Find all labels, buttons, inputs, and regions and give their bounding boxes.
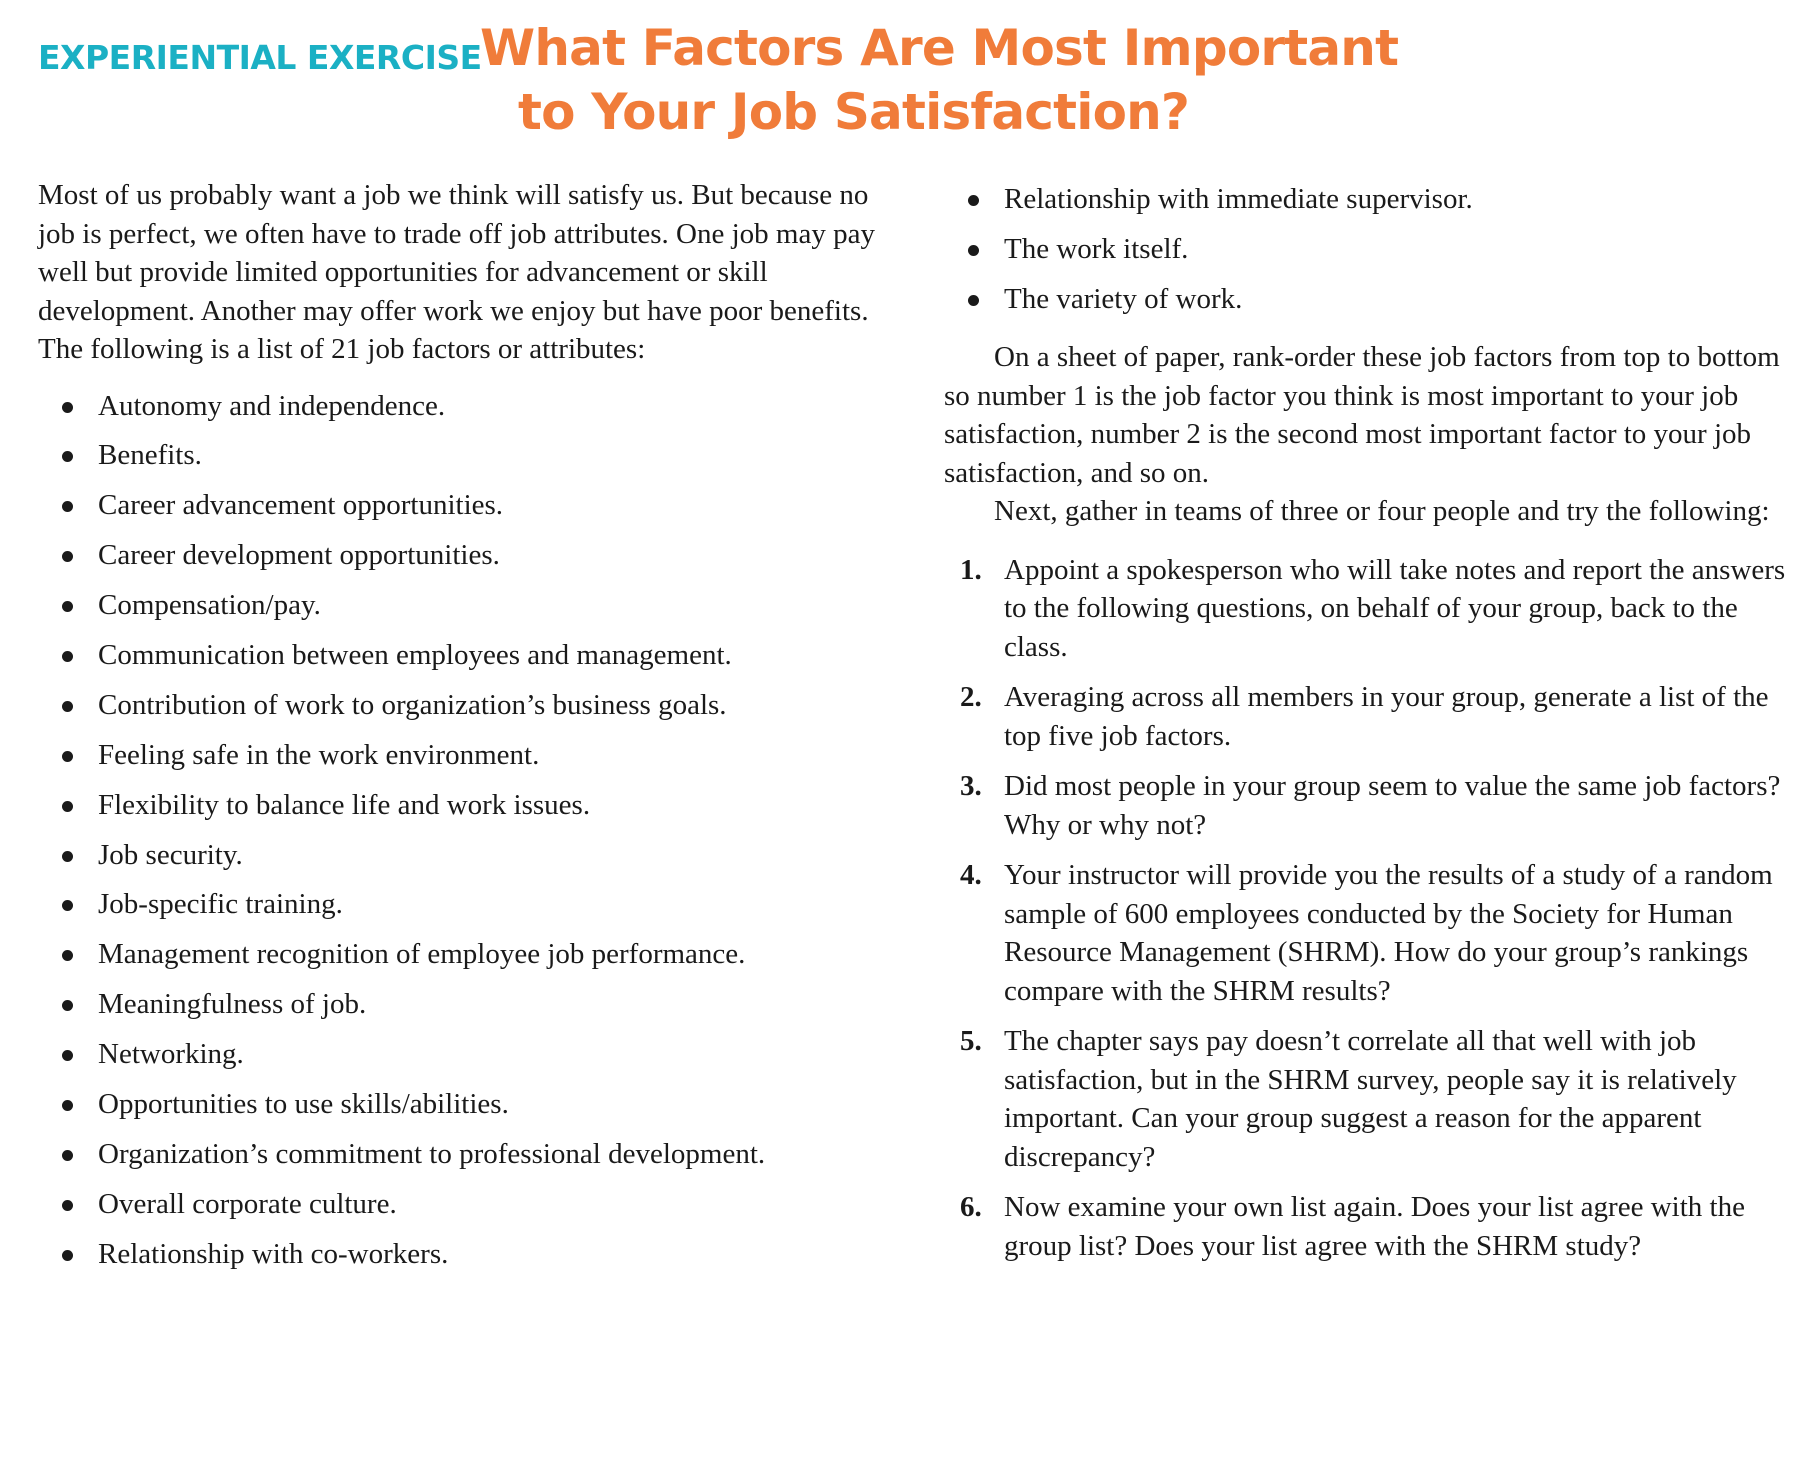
left-column: [38, 176, 906, 1285]
step-number: 3.: [960, 770, 982, 803]
step-item: [944, 1188, 1786, 1265]
exercise-title: [480, 16, 1398, 144]
step-text: Now examine your own list again. Does your list agree with the group list? Does your list agree with the SHRM study?: [1004, 1191, 1745, 1262]
list-item: [38, 1135, 906, 1174]
bullet-icon: [62, 1100, 73, 1111]
step-item: [944, 856, 1786, 1010]
bullet-icon: [62, 1150, 73, 1161]
bullet-icon: [62, 701, 73, 712]
job-factors-list: [38, 387, 906, 1274]
bullet-icon: [62, 801, 73, 812]
list-item: [944, 180, 1786, 219]
bullet-icon: [62, 551, 73, 562]
steps-list: [944, 551, 1786, 1266]
list-item: [38, 1035, 906, 1074]
bullet-icon: [968, 245, 979, 256]
list-item-text: The work itself.: [1004, 232, 1189, 265]
list-item-text: The variety of work.: [1004, 282, 1243, 315]
rank-instructions: On a sheet of paper, rank-order these job factors from top to bottom so number 1 is the job factor you think is most important to your job satisfaction, number 2 is the second most important factor to your job satisfaction, and so on.: [944, 341, 1780, 489]
list-item: [38, 536, 906, 575]
bullet-icon: [62, 1250, 73, 1261]
list-item: [38, 836, 906, 875]
list-item: [38, 686, 906, 725]
list-item-text: Relationship with immediate supervisor.: [1004, 183, 1473, 215]
bullet-icon: [62, 501, 73, 512]
list-item-text: Job-specific training.: [98, 888, 343, 921]
step-text: Did most people in your group seem to value the same job factors? Why or why not?: [1004, 770, 1781, 841]
list-item: [944, 230, 1786, 269]
bullet-icon: [62, 601, 73, 612]
section-label: EXPERIENTIAL EXERCISE: [38, 38, 482, 77]
list-item: [38, 935, 906, 974]
step-item: [944, 551, 1786, 667]
list-item-text: Career development opportunities.: [98, 539, 500, 572]
title-line-1: What Factors Are Most Important: [480, 19, 1399, 77]
list-item: [38, 1085, 906, 1124]
list-item-text: Organization’s commitment to professional development.: [98, 1137, 766, 1170]
exercise-header: [38, 14, 1778, 154]
list-item-text: Overall corporate culture.: [98, 1187, 397, 1220]
list-item: [38, 885, 906, 924]
list-item: [38, 436, 906, 475]
step-text: Your instructor will provide you the results of a study of a random sample of 600 employees conducted by the Society for Human Resource Management (SHRM). How do your group’s rankings compare with the SHRM results?: [1004, 859, 1773, 1007]
step-number: 6.: [960, 1191, 982, 1224]
title-line-2: to Your Job Satisfaction?: [518, 83, 1190, 141]
list-item: [38, 786, 906, 825]
job-factors-list-continued: [944, 180, 1786, 318]
list-item: [38, 636, 906, 675]
list-item-text: Career advancement opportunities.: [98, 489, 504, 522]
bullet-icon: [62, 651, 73, 662]
step-text: The chapter says pay doesn’t correlate all that well with job satisfaction, but in the SHRM survey, people say it is relatively important. Can your group suggest a reason for the apparent discrepancy?: [1004, 1025, 1737, 1173]
step-item: [944, 678, 1786, 755]
bullet-icon: [968, 295, 979, 306]
step-number: 5.: [960, 1025, 982, 1058]
bullet-icon: [62, 1050, 73, 1061]
list-item: [38, 486, 906, 525]
bullet-icon: [62, 1000, 73, 1011]
bullet-icon: [968, 195, 979, 206]
bullet-icon: [62, 1200, 73, 1211]
list-item-text: Management recognition of employee job performance.: [98, 938, 746, 971]
intro-paragraph: Most of us probably want a job we think will satisfy us. But because no job is perfect, we often have to trade off job attributes. One job may pay well but provide limited opportunities for advancement or skill development. Another may offer work we enjoy but have poor benefits. The following is a list of 21 job factors or attributes:: [38, 179, 875, 365]
list-item-text: Benefits.: [98, 439, 202, 472]
step-number: 2.: [960, 681, 982, 714]
list-item: [38, 586, 906, 625]
list-item: [944, 280, 1786, 319]
step-text: Appoint a spokesperson who will take notes and report the answers to the following questions, on behalf of your group, back to the class.: [1004, 553, 1786, 663]
list-item-text: Communication between employees and management.: [98, 638, 732, 671]
list-item-text: Contribution of work to organization’s business goals.: [98, 688, 727, 721]
bullet-icon: [62, 900, 73, 911]
bullet-icon: [62, 751, 73, 762]
step-item: [944, 767, 1786, 844]
team-instructions: Next, gather in teams of three or four people and try the following:: [994, 495, 1770, 528]
list-item-text: Compensation/pay.: [98, 589, 321, 622]
bullet-icon: [62, 451, 73, 462]
list-item-text: Job security.: [98, 838, 243, 871]
list-item: [38, 736, 906, 775]
bullet-icon: [62, 851, 73, 862]
list-item: [38, 1185, 906, 1224]
right-column: [944, 180, 1786, 1277]
step-number: 1.: [960, 553, 982, 586]
bullet-icon: [62, 950, 73, 961]
bullet-icon: [62, 402, 73, 413]
step-number: 4.: [960, 859, 982, 892]
list-item: [38, 1235, 906, 1274]
list-item-text: Meaningfulness of job.: [98, 988, 367, 1021]
list-item-text: Autonomy and independence.: [98, 389, 446, 422]
step-text: Averaging across all members in your group, generate a list of the top five job factors.: [1004, 681, 1769, 752]
list-item-text: Opportunities to use skills/abilities.: [98, 1087, 509, 1120]
list-item-text: Flexibility to balance life and work issues.: [98, 788, 591, 821]
list-item: [38, 387, 906, 426]
step-item: [944, 1022, 1786, 1176]
list-item-text: Relationship with co-workers.: [98, 1237, 449, 1270]
list-item: [38, 985, 906, 1024]
list-item-text: Networking.: [98, 1038, 244, 1071]
list-item-text: Feeling safe in the work environment.: [98, 738, 540, 771]
